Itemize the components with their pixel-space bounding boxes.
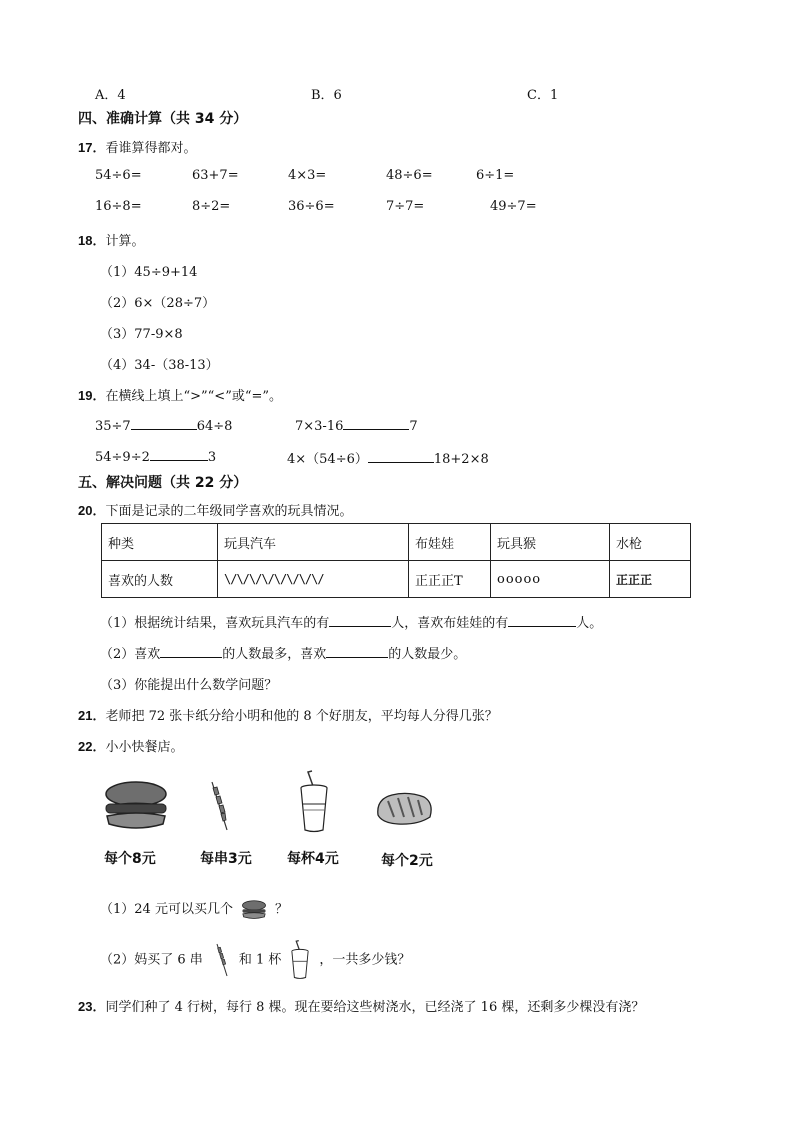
question-22 [78,736,183,755]
q17-expr: 16÷8= [95,199,142,214]
part-text: 人。 [576,616,603,631]
option-c: C．1 [527,88,559,103]
table-row [102,561,691,598]
table-cell: 喜欢的人数 [102,561,218,598]
section-4-title: 四、准确计算（共 34 分） [78,111,248,127]
compare-right: 3 [207,450,217,465]
answer-blank[interactable] [508,614,576,627]
q17-expr: 4×3= [288,168,327,183]
question-number: 20． [78,503,106,518]
bread-icon [374,789,434,827]
question-text: 下面是记录的二年级同学喜欢的玩具情况。 [105,504,353,519]
question-number: 18． [78,233,106,248]
skewer-icon [211,941,231,979]
q19-compare-2 [295,417,418,434]
q17-expr: 7÷7= [386,199,425,214]
drink-cup-icon [289,940,311,980]
table-cell: ooooo [491,561,610,598]
compare-left: 4×（54÷6） [287,452,368,467]
compare-left: 35÷7 [95,419,131,434]
part-text: 和 1 杯 [238,952,282,968]
q17-expr: 8÷2= [192,199,231,214]
part-text: 人，喜欢布娃娃的有 [391,616,509,631]
table-header-cell: 玩具汽车 [218,524,409,561]
q19-compare-1 [95,417,232,434]
part-text: ，一共多少钱？ [319,952,411,968]
q22-part-2 [100,940,410,980]
q18-item: （4）34-（38-13） [100,358,219,373]
compare-right: 18+2×8 [433,452,489,467]
part-text: （1）24 元可以买几个 [100,902,233,917]
toy-preference-table [101,523,691,598]
hamburger-icon [103,780,169,832]
table-cell: 正正正T [409,561,491,598]
answer-blank[interactable] [131,417,197,430]
answer-blank[interactable] [343,417,409,430]
table-header-cell: 水枪 [610,524,691,561]
answer-blank[interactable] [329,614,391,627]
part-text: 的人数最少。 [388,647,467,662]
question-number: 17． [78,140,106,155]
compare-right: 64÷8 [196,419,233,434]
question-23 [78,996,644,1015]
price-label: 每杯4元 [287,851,339,867]
question-21 [78,705,498,724]
compare-right: 7 [409,419,418,434]
q19-compare-3 [95,448,216,465]
table-header-cell: 种类 [102,524,218,561]
question-text: 计算。 [105,234,145,249]
q22-part-1 [100,898,288,920]
q18-item: （2）6×（28÷7） [100,296,216,311]
q18-item: （1）45÷9+14 [100,265,198,280]
question-number: 21． [78,708,106,723]
part-text: 的人数最多，喜欢 [222,647,327,662]
question-17 [78,137,196,156]
q20-part-1 [100,612,602,631]
question-number: 23． [78,999,106,1014]
section-5-title: 五、解决问题（共 22 分） [78,475,248,491]
question-text: 小小快餐店。 [105,740,184,755]
answer-blank[interactable] [160,645,222,658]
question-number: 19． [78,388,106,403]
table-cell: 正正正 [610,561,691,598]
q17-expr: 36÷6= [288,199,335,214]
q17-expr: 63+7= [192,168,239,183]
question-19 [78,385,282,404]
compare-left: 54÷9÷2 [95,450,150,465]
question-text: 老师把 72 张卡纸分给小明和他的 8 个好朋友，平均每人分得几张？ [105,709,498,724]
answer-blank[interactable] [368,450,434,463]
table-header-row [102,524,691,561]
part-text: （2）喜欢 [100,647,161,662]
part-text: （2）妈买了 6 串 [100,952,203,968]
part-text: ？ [274,902,288,917]
q20-part-2 [100,643,466,662]
price-label: 每个2元 [381,853,433,869]
option-a: A．4 [95,88,126,103]
hamburger-icon [239,900,269,920]
option-b: B．6 [311,88,342,103]
table-header-cell: 玩具猴 [491,524,610,561]
q18-item: （3）77-9×8 [100,327,183,342]
compare-left: 7×3-16 [295,419,344,434]
q17-expr: 49÷7= [490,199,537,214]
table-header-cell: 布娃娃 [409,524,491,561]
table-cell: \/\/\/\/\/\/\/\/ [218,561,409,598]
q17-expr: 6÷1= [476,168,515,183]
price-label: 每个8元 [104,851,156,867]
q19-compare-4 [287,448,489,467]
question-18 [78,230,144,249]
question-text: 在横线上填上“>”“<”或“=”。 [105,389,283,404]
question-text: 同学们种了 4 行树，每行 8 棵。现在要给这些树浇水，已经浇了 16 棵，还剩多少棵没有浇？ [105,1000,645,1015]
price-label: 每串3元 [200,851,252,867]
drink-cup-icon [298,770,330,834]
question-text: 看谁算得都对。 [105,141,197,156]
answer-blank[interactable] [326,645,388,658]
q20-part-3: （3）你能提出什么数学问题？ [100,678,278,693]
question-20 [78,500,352,519]
part-text: （1）根据统计结果，喜欢玩具汽车的有 [100,616,330,631]
q17-expr: 48÷6= [386,168,433,183]
question-number: 22． [78,739,106,754]
q17-expr: 54÷6= [95,168,142,183]
answer-blank[interactable] [150,448,208,461]
skewer-icon [203,780,233,832]
